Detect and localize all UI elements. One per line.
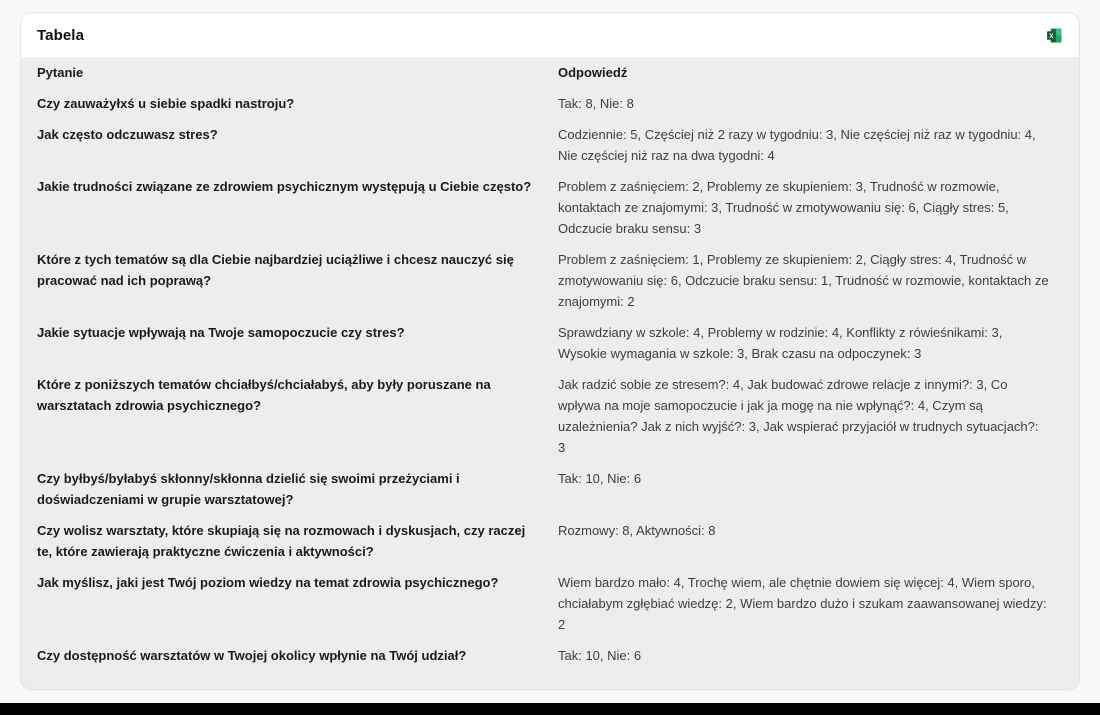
question-cell: Jak myślisz, jaki jest Twój poziom wiedzy na temat zdrowia psychicznego? bbox=[37, 575, 499, 590]
question-cell: Które z tych tematów są dla Ciebie najbardziej uciążliwe i chcesz nauczyć się pracować nad ich poprawą? bbox=[37, 252, 514, 288]
excel-icon bbox=[1046, 27, 1063, 44]
question-cell: Jakie trudności związane ze zdrowiem psychicznym występują u Ciebie często? bbox=[37, 179, 532, 194]
table-row bbox=[21, 567, 1079, 640]
table-row bbox=[21, 369, 1079, 463]
question-cell: Czy byłbyś/byłabyś skłonny/skłonna dzielić się swoimi przeżyciami i doświadczeniami w grupie warsztatowej? bbox=[37, 471, 460, 507]
question-cell: Czy wolisz warsztaty, które skupiają się na rozmowach i dyskusjach, czy raczej te, które zawierają praktyczne ćwiczenia i aktywności? bbox=[37, 523, 526, 559]
answer-cell: Sprawdziany w szkole: 4, Problemy w rodzinie: 4, Konflikty z rówieśnikami: 3, Wysokie wymagania w szkole: 3, Brak czasu na odpoczynek: 3 bbox=[558, 325, 1003, 361]
table-row bbox=[21, 119, 1079, 171]
question-cell: Jakie sytuacje wpływają na Twoje samopoczucie czy stres? bbox=[37, 325, 405, 340]
svg-text:X: X bbox=[1049, 32, 1054, 40]
table-row bbox=[21, 171, 1079, 244]
answer-cell: Jak radzić sobie ze stresem?: 4, Jak budować zdrowe relacje z innymi?: 3, Co wpływa na moje samopoczucie i jak ja mogę na nie wpłynąć?: 4, Czym są uzależnienia? Jak z nich wyjść?: 3, Jak wspierać przyjaciół w trudnych sytuacjach?: 3 bbox=[558, 377, 1039, 455]
survey-table bbox=[21, 57, 1079, 671]
answer-cell: Problem z zaśnięciem: 2, Problemy ze skupieniem: 3, Trudność w rozmowie, kontaktach ze znajomymi: 3, Trudność w zmotywowaniu się: 6, Ciągły stres: 5, Odczucie braku sensu: 3 bbox=[558, 179, 1009, 236]
table-row bbox=[21, 317, 1079, 369]
answer-cell: Problem z zaśnięciem: 1, Problemy ze skupieniem: 2, Ciągły stres: 4, Trudność w zmotywowaniu się: 6, Odczucie braku sensu: 1, Trudność w rozmowie, kontaktach ze znajomymi: 2 bbox=[558, 252, 1049, 309]
card-title: Tabela bbox=[37, 26, 85, 44]
question-cell: Czy zauważyłxś u siebie spadki nastroju? bbox=[37, 96, 295, 111]
table-row bbox=[21, 88, 1079, 119]
question-cell: Czy dostępność warsztatów w Twojej okolicy wpłynie na Twój udział? bbox=[37, 648, 467, 663]
table-row bbox=[21, 244, 1079, 317]
table-row bbox=[21, 515, 1079, 567]
excel-export-button[interactable] bbox=[1046, 27, 1063, 44]
column-header-question: Pytanie bbox=[37, 65, 84, 80]
answer-cell: Rozmowy: 8, Aktywności: 8 bbox=[558, 523, 716, 538]
answer-cell: Tak: 10, Nie: 6 bbox=[558, 471, 642, 486]
table-row bbox=[21, 463, 1079, 515]
table-row bbox=[21, 640, 1079, 671]
answer-cell: Tak: 8, Nie: 8 bbox=[558, 96, 634, 111]
table-header-row bbox=[21, 57, 1079, 88]
bottom-window-edge bbox=[0, 703, 1100, 715]
answer-cell: Codziennie: 5, Częściej niż 2 razy w tygodniu: 3, Nie częściej niż raz w tygodniu: 4, Nie częściej niż raz na dwa tygodni: 4 bbox=[558, 127, 1036, 163]
column-header-answer: Odpowiedź bbox=[558, 65, 628, 80]
answer-cell: Wiem bardzo mało: 4, Trochę wiem, ale chętnie dowiem się więcej: 4, Wiem sporo, chciałabym zgłębiać wiedzę: 2, Wiem bardzo dużo i szukam zaawansowanej wiedzy: 2 bbox=[558, 575, 1047, 632]
answer-cell: Tak: 10, Nie: 6 bbox=[558, 648, 642, 663]
question-cell: Jak często odczuwasz stres? bbox=[37, 127, 218, 142]
question-cell: Które z poniższych tematów chciałbyś/chciałabyś, aby były poruszane na warsztatach zdrowia psychicznego? bbox=[37, 377, 491, 413]
card-header bbox=[21, 13, 1079, 57]
table-card bbox=[20, 12, 1080, 690]
